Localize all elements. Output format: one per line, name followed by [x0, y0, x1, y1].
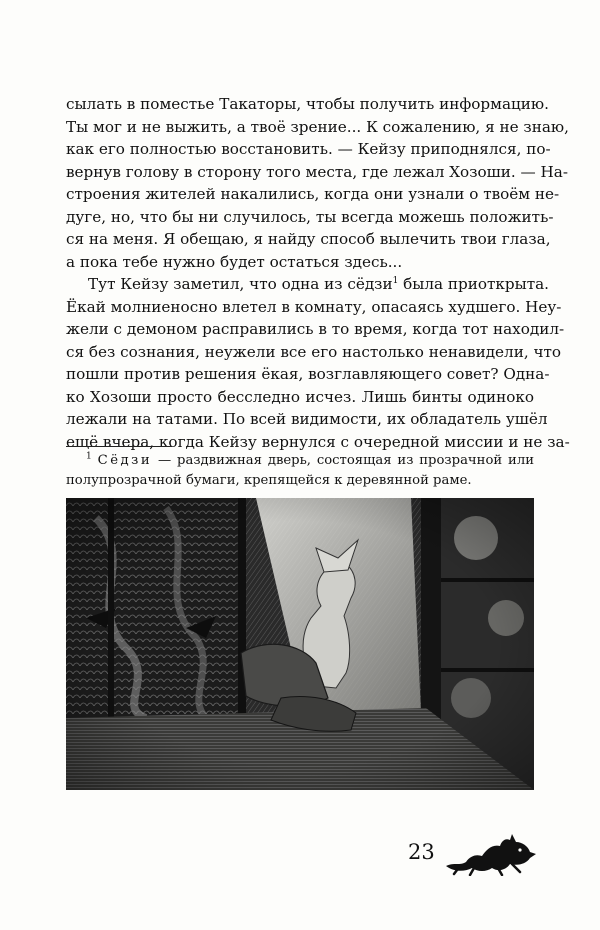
footnote-reference[interactable]: 1	[392, 275, 399, 286]
text-line: пошли против решения ёкая, возглавляющего совет? Одна-	[66, 365, 550, 383]
text-line: вернув голову в сторону того места, где лежал Хозоши. — На-	[66, 162, 568, 181]
text-line: как его полностью восстановить. — Кейзу приподнялся, по-	[66, 140, 551, 158]
main-text	[66, 93, 570, 453]
footnote-divider	[66, 446, 172, 447]
text-line: ещё вчера, когда Кейзу вернулся с очередной миссии и не за-	[66, 432, 570, 451]
footnote	[66, 451, 534, 491]
footnote-marker: 1	[86, 451, 92, 462]
fox-ornament-icon	[440, 826, 540, 876]
page-number: 23	[408, 840, 435, 864]
text-line: ся без сознания, неужели все его настолько ненавидели, что	[66, 342, 562, 361]
text-line: дуге, но, что бы ни случилось, ты всегда можешь положить-	[66, 207, 554, 226]
footnote-text: — раздвижная дверь, состоящая из прозрачной или	[152, 453, 534, 468]
text-fragment: была приоткрыта.	[398, 275, 550, 293]
footnote-line: полупрозрачной бумаги, крепящейся к деревянной раме.	[66, 473, 472, 488]
engraving-illustration	[66, 498, 534, 790]
text-line: Ты мог и не выжить, а твоё зрение... К сожалению, я не знаю,	[66, 117, 569, 136]
footnote-line	[66, 451, 534, 471]
text-line: ко Хозоши просто бесследно исчез. Лишь бинты одиноко	[66, 387, 534, 406]
text-line: ся на меня. Я обещаю, я найду способ вылечить твои глаза,	[66, 230, 551, 248]
text-line: строения жителей накалились, когда они узнали о твоём не-	[66, 185, 560, 203]
text-line: Ёкай молниеносно влетел в комнату, опасаясь худшего. Неу-	[66, 297, 562, 316]
footnote-term: Сёдзи	[97, 453, 153, 468]
text-line-with-footnote	[66, 273, 550, 296]
text-line: сылать в поместье Такаторы, чтобы получить информацию.	[66, 95, 549, 113]
text-line: а пока тебе нужно будет остаться здесь...	[66, 252, 403, 271]
text-line: жели с демоном расправились в то время, когда тот находил-	[66, 320, 565, 338]
text-line: лежали на татами. По всей видимости, их обладатель ушёл	[66, 410, 548, 428]
text-fragment: Тут Кейзу заметил, что одна из сёдзи	[88, 275, 393, 293]
